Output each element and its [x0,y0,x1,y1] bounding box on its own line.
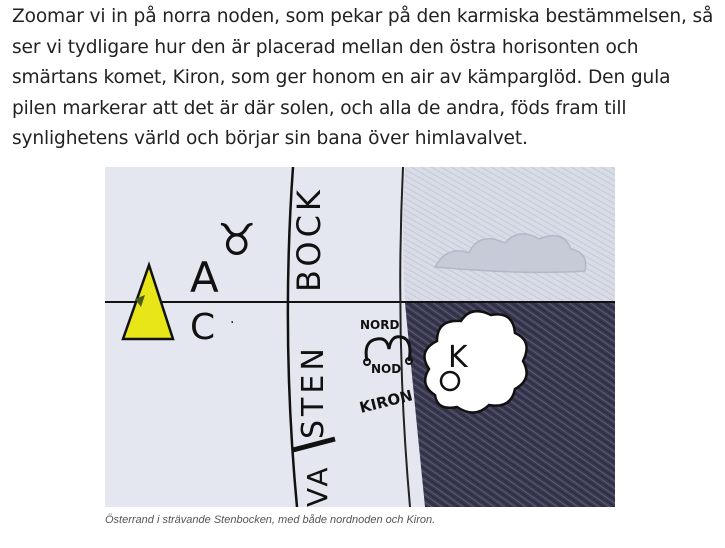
sign-label-upper: BOCK [290,186,328,292]
chiron-symbol: K [448,340,468,375]
north-node-label-top: NORD [360,318,400,332]
outer-sky-region [403,167,615,302]
sign-label-lower: STEN [296,344,331,439]
ascendant-sublabel: C [190,307,216,348]
taurus-glyph: ♉ [217,215,257,266]
astrology-drawing-figure [105,167,615,507]
astrology-drawing [105,167,615,507]
ascendant-label: A [190,253,219,302]
sign-label-bottom: VA [301,464,334,507]
sublabel-dot: · [230,315,235,331]
figure-caption: Österrand i strävande Stenbocken, med både nordnoden och Kiron. [105,514,436,526]
article-paragraph: Zoomar vi in på norra noden, som pekar på den karmiska bestämmelsen, så ser vi tydligare hur den är placerad mellan den östra horisonten och smärtans komet, Kiron, som ger honom en air av kämparglöd. Den gula pilen markerar att det är där solen, och alla de andra, föds fram till synlighetens värld och börjar sin bana över himlavalvet. [12,6,714,149]
chiron-label: KIRON [357,386,415,417]
north-node-label-bottom: NOD [371,362,402,376]
